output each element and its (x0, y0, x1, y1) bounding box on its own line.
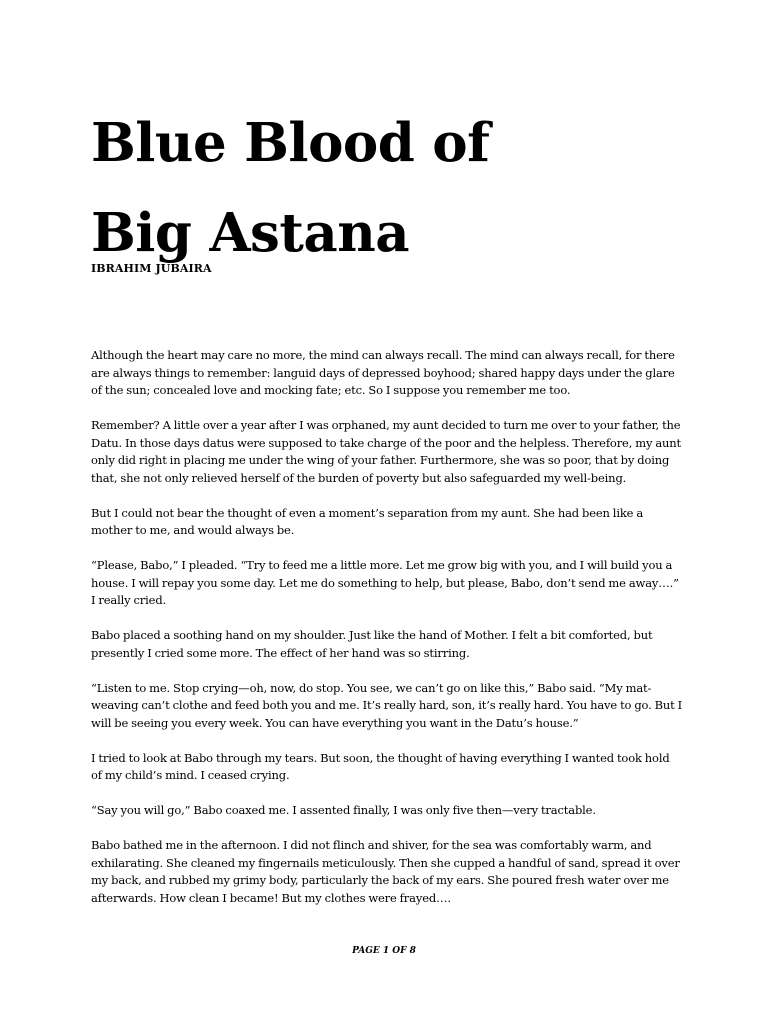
author-name: IBRAHIM JUBAIRA (91, 262, 212, 275)
page-footer: PAGE 1 OF 8 (352, 946, 416, 956)
paragraph-5: Babo placed a soothing hand on my shoulder. Just like the hand of Mother. I felt a bit comforted, but presently I cried some more. The effect of her hand was so stirring. (91, 628, 653, 660)
paragraph-3: But I could not bear the thought of even a moment’s separation from my aunt. She had been like a mother to me, and would always be. (91, 505, 644, 537)
title-line-1: Blue Blood of (91, 112, 490, 174)
paragraph-8: “Say you will go,” Babo coaxed me. I assented finally, I was only five then—very tractable. (91, 803, 596, 817)
paragraph-2: Remember? A little over a year after I was orphaned, my aunt decided to turn me over to your father, the Datu. In those days datus were supposed to take charge of the poor and the helpless. Therefore, my aunt only did right in placing me under the wing of your father. Furthermore, she was so poor, that by doing that, she not only relieved herself of the burden of poverty but also safeguarded my well-being. (91, 418, 682, 485)
body-text (91, 347, 683, 925)
paragraph-7: I tried to look at Babo through my tears. But soon, the thought of having everything I wanted took hold of my child’s mind. I ceased crying. (91, 750, 670, 782)
paragraph-4: “Please, Babo,” I pleaded. “Try to feed me a little more. Let me grow big with you, and I will build you a house. I will repay you some day. Let me do something to help, but please, Babo, don’t send me away….” I really cried. (91, 558, 679, 607)
title-line-2: Big Astana (91, 202, 410, 264)
document-title (91, 98, 691, 278)
paragraph-9: Babo bathed me in the afternoon. I did not flinch and shiver, for the sea was comfortably warm, and exhilarating. She cleaned my fingernails meticulously. Then she cupped a handful of sand, spread it over my back, and rubbed my grimy body, particularly the back of my ears. She poured fresh water over me afterwards. How clean I became! But my clothes were frayed…. (91, 838, 680, 905)
paragraph-1: Although the heart may care no more, the mind can always recall. The mind can always recall, for there are always things to remember: languid days of depressed boyhood; shared happy days under the glare of the sun; concealed love and mocking fate; etc. So I suppose you remember me too. (91, 348, 675, 397)
paragraph-6: “Listen to me. Stop crying—oh, now, do stop. You see, we can’t go on like this,” Babo said. “My mat-weaving can’t clothe and feed both you and me. It’s really hard, son, it’s really hard. You have to go. But I will be seeing you every week. You can have everything you want in the Datu’s house.” (91, 680, 683, 730)
